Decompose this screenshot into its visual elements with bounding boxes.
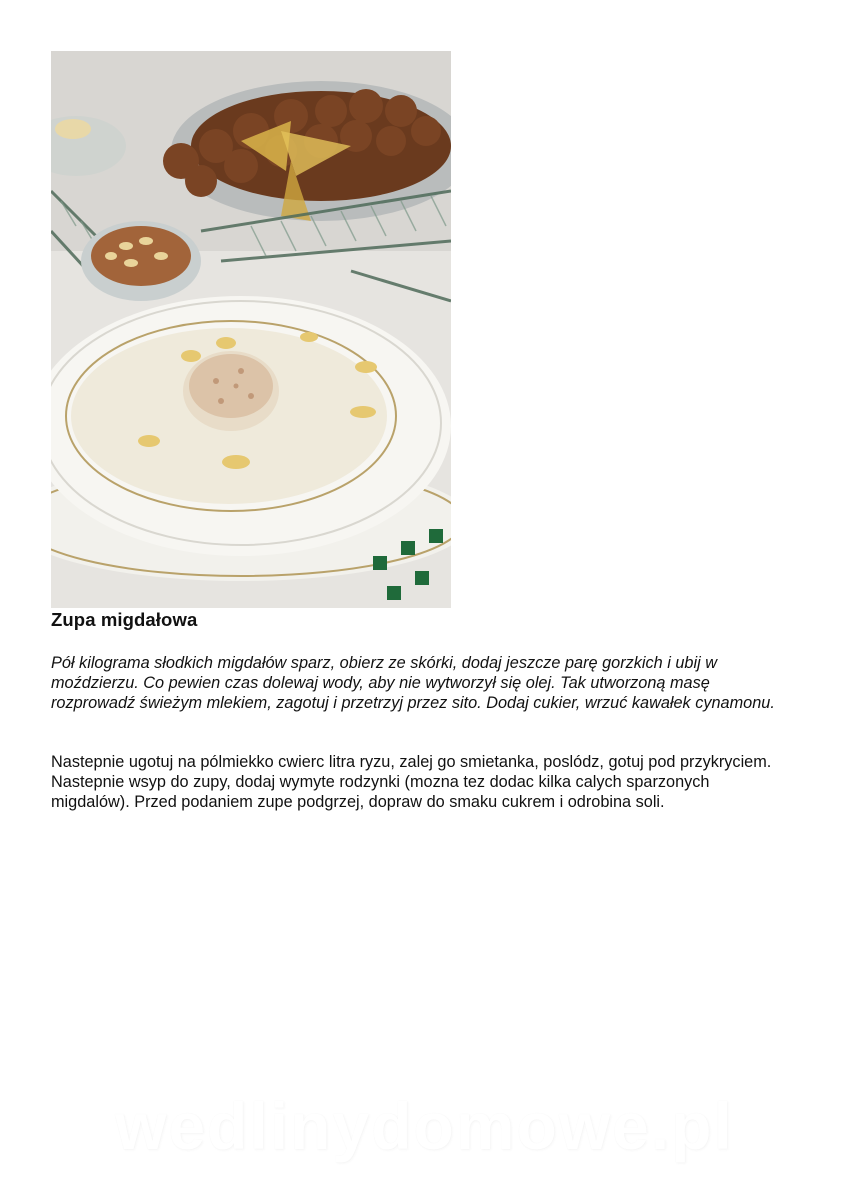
recipe-photo [51, 51, 451, 608]
recipe-paragraph-1: Pół kilograma słodkich migdałów sparz, obierz ze skórki, dodaj jeszcze parę gorzkich i ubij w moździerzu. Co pewien czas dolewaj wody, aby nie wytworzył się olej. Tak utworzoną masę rozprowadź świeżym mlekiem, zagotuj i przetrzyj przez sito. Dodaj cukier, wrzuć kawałek cynamonu. [51, 654, 775, 712]
recipe-title: Zupa migdałowa [51, 609, 198, 630]
site-watermark: wedlinydomowe.pl [115, 1089, 734, 1163]
recipe-paragraph-2: Nastepnie ugotuj na pólmiekko cwierc litra ryzu, zalej go smietanka, poslódz, gotuj pod przykryciem. Nastepnie wsyp do zupy, dodaj wymyte rodzynki (mozna tez dodac kilka calych sparzonych migdalów). Przed podaniem zupe podgrzej, dopraw do smaku cukrem i odrobina soli. [51, 753, 772, 811]
